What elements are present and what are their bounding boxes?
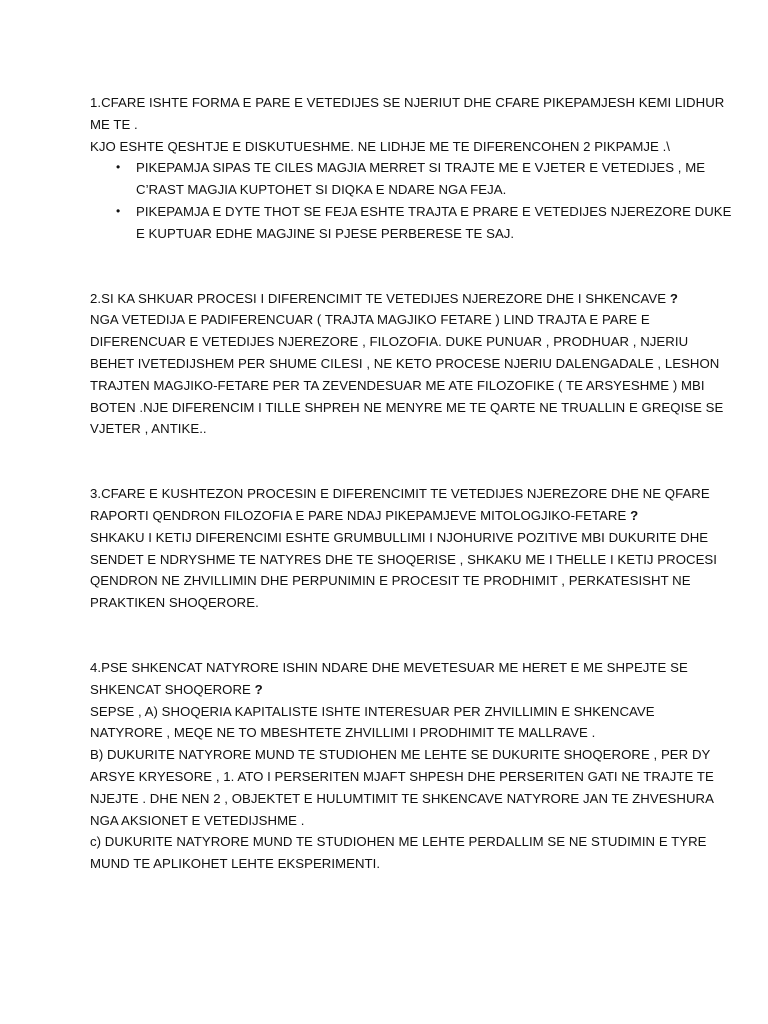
document-body xyxy=(90,92,732,875)
answer-4-line-5: NJEJTE . DHE NEN 2 , OBJEKTET E HULUMTIMIT TE SHKENCAVE NATYRORE JAN TE ZHVESHURA xyxy=(90,790,714,806)
bullet-icon: • xyxy=(116,160,121,175)
answer-4-line-1: SEPSE , A) SHOQERIA KAPITALISTE ISHTE INTERESUAR PER ZHVILLIMIN E SHKENCAVE xyxy=(90,703,655,719)
question-3-text: RAPORTI QENDRON FILOZOFIA E PARE NDAJ PIKEPAMJEVE MITOLOGJIKO-FETARE xyxy=(90,507,627,523)
question-section-1 xyxy=(90,92,732,245)
question-4-mark: ? xyxy=(254,681,263,697)
bullet-1-line-2: C’RAST MAGJIA KUPTOHET SI DIQKA E NDARE NGA FEJA. xyxy=(136,182,507,198)
question-2-text: 2.SI KA SHKUAR PROCESI I DIFERENCIMIT TE VETEDIJES NJEREZORE DHE I SHKENCAVE xyxy=(90,290,667,306)
answer-1-line-1: KJO ESHTE QESHTJE E DISKUTUESHME. NE LIDHJE ME TE DIFERENCOHEN 2 PIKPAMJE .\ xyxy=(90,138,670,154)
question-2-line-1 xyxy=(90,288,690,310)
question-section-4 xyxy=(90,657,714,875)
answer-2-line-6: VJETER , ANTIKE.. xyxy=(90,421,207,437)
answer-2-line-1: NGA VETEDIJA E PADIFERENCUAR ( TRAJTA MAGJIKO FETARE ) LIND TRAJTA E PARE E xyxy=(90,312,650,328)
answer-1-bullet-1 xyxy=(90,157,706,201)
question-1-line-2: ME TE . xyxy=(90,116,138,132)
answer-3-line-2: SENDET E NDRYSHME TE NATYRES DHE TE SHOQERISE , SHKAKU ME I THELLE I KETIJ PROCESI xyxy=(90,551,717,567)
question-3-mark: ? xyxy=(630,507,639,523)
answer-4-line-8: MUND TE APLIKOHET LEHTE EKSPERIMENTI. xyxy=(90,856,381,872)
answer-1-bullet-list xyxy=(90,157,732,244)
answer-2-line-5: BOTEN .NJE DIFERENCIM I TILLE SHPREH NE MENYRE ME TE QARTE NE TRUALLIN E GREQISE SE xyxy=(90,399,724,415)
answer-2-line-2: DIFERENCUAR E VETEDIJES NJEREZORE , FILOZOFIA. DUKE PUNUAR , PRODHUAR , NJERIU xyxy=(90,334,689,350)
question-2-mark: ? xyxy=(669,290,678,306)
answer-3-line-3: QENDRON NE ZHVILLIMIN DHE PERPUNIMIN E PROCESIT TE PRODHIMIT , PERKATESISHT NE xyxy=(90,573,691,589)
answer-4-line-6: NGA AKSIONET E VETEDIJSHME . xyxy=(90,812,305,828)
question-1-line-1: 1.CFARE ISHTE FORMA E PARE E VETEDIJES SE NJERIUT DHE CFARE PIKEPAMJESH KEMI LIDHUR xyxy=(90,95,725,110)
bullet-2-line-2: E KUPTUAR EDHE MAGJINE SI PJESE PERBERESE TE SAJ. xyxy=(136,225,515,241)
answer-2-line-3: BEHET IVETEDIJSHEM PER SHUME CILESI , NE KETO PROCESE NJERIU DALENGADALE , LESHON xyxy=(90,355,720,371)
answer-1-bullet-2 xyxy=(90,201,732,245)
answer-3-line-1: SHKAKU I KETIJ DIFERENCIMI ESHTE GRUMBULLIMI I NJOHURIVE POZITIVE MBI DUKURITE DHE xyxy=(90,529,709,545)
bullet-2-line-1: PIKEPAMJA E DYTE THOT SE FEJA ESHTE TRAJTA E PRARE E VETEDIJES NJEREZORE DUKE xyxy=(136,203,732,219)
answer-4-line-3: B) DUKURITE NATYRORE MUND TE STUDIOHEN ME LEHTE SE DUKURITE SHOQERORE , PER DY xyxy=(90,747,711,763)
answer-4-line-2: NATYRORE , MEQE NE TO MBESHTETE ZHVILLIMI I PRODHIMIT TE MALLRAVE . xyxy=(90,725,596,741)
bullet-1-line-1: PIKEPAMJA SIPAS TE CILES MAGJIA MERRET SI TRAJTE ME E VJETER E VETEDIJES , ME xyxy=(136,160,706,176)
answer-3-line-4: PRAKTIKEN SHOQERORE. xyxy=(90,595,259,611)
question-3-line-2 xyxy=(90,505,690,527)
question-section-3 xyxy=(90,483,717,614)
question-section-2 xyxy=(90,288,724,441)
question-4-line-2 xyxy=(90,679,690,701)
question-4-text: SHKENCAT SHOQERORE xyxy=(90,681,251,697)
answer-4-line-7: c) DUKURITE NATYRORE MUND TE STUDIOHEN ME LEHTE PERDALLIM SE NE STUDIMIN E TYRE xyxy=(90,834,707,850)
bullet-icon: • xyxy=(116,203,121,218)
answer-2-line-4: TRAJTEN MAGJIKO-FETARE PER TA ZEVENDESUAR ME ATE FILOZOFIKE ( TE ARSYESHME ) MBI xyxy=(90,377,705,393)
answer-4-line-4: ARSYE KRYESORE , 1. ATO I PERSERITEN MJAFT SHPESH DHE PERSERITEN GATI NE TRAJTE TE xyxy=(90,768,714,784)
question-4-line-1: 4.PSE SHKENCAT NATYRORE ISHIN NDARE DHE MEVETESUAR ME HERET E ME SHPEJTE SE xyxy=(90,659,688,675)
question-3-line-1: 3.CFARE E KUSHTEZON PROCESIN E DIFERENCIMIT TE VETEDIJES NJEREZORE DHE NE QFARE xyxy=(90,486,710,502)
